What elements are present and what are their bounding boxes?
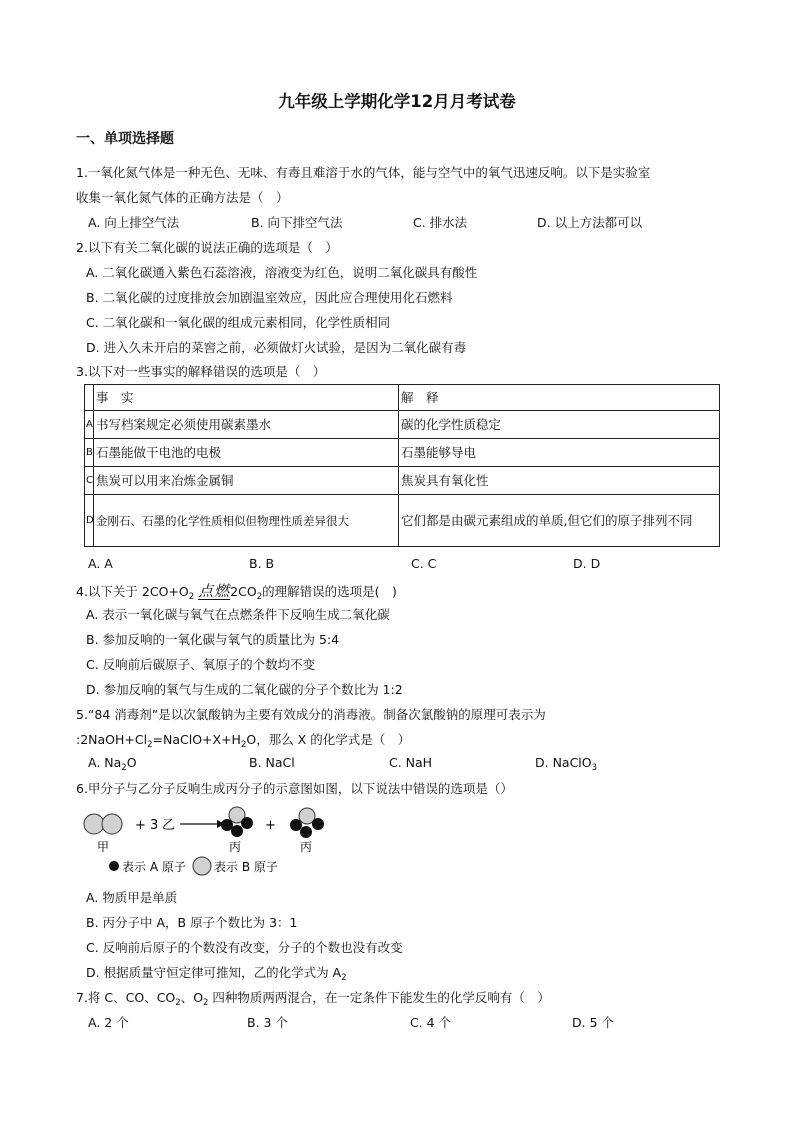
q5-option-c[interactable]: C. NaH: [389, 755, 433, 770]
q7-option-b[interactable]: B. 3 个: [247, 1015, 288, 1030]
q1-option-d[interactable]: D. 以上方法都可以: [537, 215, 643, 230]
q2-stem: 2.以下有关二氧化碳的说法正确的选项是（ ）: [76, 240, 338, 255]
a-atom-dot: [221, 819, 233, 831]
q5-option-a-tail: O: [126, 755, 137, 770]
row-label: B: [85, 439, 94, 467]
subscript: 2: [121, 763, 127, 773]
q6-option-b[interactable]: B. 丙分子中 A，B 原子个数比为 3：1: [86, 915, 298, 930]
bing-label: 丙: [300, 840, 313, 854]
q6-option-a[interactable]: A. 物质甲是单质: [86, 890, 178, 905]
a-atom-dot: [300, 826, 312, 838]
q3-table: [84, 384, 720, 547]
subscript: 2: [175, 998, 181, 1008]
q5-option-a[interactable]: [88, 755, 137, 773]
q3-option-d[interactable]: D. D: [573, 556, 601, 571]
row-label: C: [85, 467, 94, 495]
legend-a: 表示 A 原子: [122, 860, 186, 874]
table-row: [85, 411, 720, 439]
coefficient: 3: [150, 818, 159, 833]
q2-option-c[interactable]: C. 二氧化碳和一氧化碳的组成元素相同，化学性质相同: [86, 315, 391, 330]
q2-option-b[interactable]: B. 二氧化碳的过度排放会加剧温室效应，因此应合理使用化石燃料: [86, 290, 453, 305]
q7-stem-b: 、O: [180, 990, 204, 1005]
plus-sign: +: [265, 818, 276, 833]
subscript: 2: [341, 973, 347, 983]
subscript: 3: [591, 763, 598, 773]
table-row: [85, 467, 720, 495]
subscript: 2: [203, 998, 209, 1008]
q7-option-d[interactable]: D. 5 个: [572, 1015, 614, 1030]
q5-option-b[interactable]: B. NaCl: [249, 755, 295, 770]
q3-stem: 3.以下对一些事实的解释错误的选项是（ ）: [76, 364, 326, 379]
page-title: 九年级上学期化学12月月考试卷: [278, 92, 516, 111]
row-fact: 焦炭可以用来冶炼金属铜: [94, 467, 399, 495]
q5-stem-line2: [76, 730, 410, 748]
q1-option-c[interactable]: C. 排水法: [413, 215, 468, 230]
reaction-condition: 点燃: [198, 582, 231, 600]
q5-option-d-text: D. NaClO: [535, 755, 592, 770]
q5-option-a-text: A. Na: [88, 755, 122, 770]
row-label: A: [85, 411, 94, 439]
q4-option-d[interactable]: D. 参加反响的氧气与生成的二氧化碳的分子个数比为 1:2: [86, 682, 403, 697]
a-atom-dot: [312, 818, 324, 830]
q4-stem-mid: 2CO: [230, 584, 257, 599]
row-fact: 石墨能做干电池的电极: [94, 439, 399, 467]
table-row: [85, 439, 720, 467]
q1-option-b[interactable]: B. 向下排空气法: [251, 215, 343, 230]
q4-option-a[interactable]: A. 表示一氧化碳与氧气在点燃条件下反响生成二氧化碳: [86, 607, 390, 622]
subscript: 2: [188, 592, 195, 602]
q4-stem: [76, 580, 397, 601]
q6-stem: 6.甲分子与乙分子反响生成丙分子的示意图如图，以下说法中错误的选项是（）: [76, 781, 513, 796]
molecule-diagram: [80, 804, 340, 876]
subscript: 2: [256, 592, 263, 602]
yi-label: 乙: [162, 818, 176, 833]
section-heading: 一、单项选择题: [76, 131, 174, 147]
q1-stem-line1: 1.一氧化氮气体是一种无色、无味、有毒且难溶于水的气体，能与空气中的氧气迅速反响。以下是实验室: [76, 165, 651, 180]
q1-option-a[interactable]: A. 向上排空气法: [88, 215, 180, 230]
b-atom-circle: [84, 814, 104, 834]
row-explain: 它们都是由碳元素组成的单质,但它们的原子排列不同: [399, 495, 720, 547]
q6-option-c[interactable]: C. 反响前后原子的个数没有改变，分子的个数也没有改变: [86, 940, 403, 955]
q4-option-c[interactable]: C. 反响前后碳原子、氧原子的个数均不变: [86, 657, 316, 672]
q5-option-d[interactable]: [535, 755, 598, 773]
row-explain: 焦炭具有氧化性: [399, 467, 720, 495]
row-label: D: [85, 495, 94, 547]
q2-option-d[interactable]: D. 进入久未开启的菜窖之前，必须做灯火试验，是因为二氧化碳有毒: [86, 340, 467, 355]
legend-b: 表示 B 原子: [214, 860, 278, 874]
a-atom-dot: [241, 817, 253, 829]
a-atom-dot: [109, 861, 119, 871]
q3-option-b[interactable]: B. B: [249, 556, 275, 571]
table-row: [85, 495, 720, 547]
q6-option-d-text: D. 根据质量守恒定律可推知，乙的化学式为 A: [86, 965, 342, 980]
table-header-fact: 事 实: [94, 385, 399, 411]
b-atom-circle: [102, 814, 122, 834]
q5-eq-c: O，那么 X 的化学式是（ ）: [246, 732, 411, 747]
bing-label: 丙: [229, 840, 242, 854]
jia-label: 甲: [97, 840, 110, 854]
q2-option-a[interactable]: A. 二氧化碳通入紫色石蕊溶液，溶液变为红色，说明二氧化碳具有酸性: [86, 265, 478, 280]
a-atom-dot: [231, 825, 243, 837]
q3-option-c[interactable]: C. C: [411, 556, 437, 571]
q4-stem-suffix: 的理解错误的选项是( ): [262, 584, 397, 599]
row-explain: 石墨能够导电: [399, 439, 720, 467]
q7-stem-a: 7.将 C、CO、CO: [76, 990, 176, 1005]
q5-eq-b: =NaClO+X+H: [152, 732, 241, 747]
q3-option-a[interactable]: A. A: [88, 556, 113, 571]
row-fact: 书写档案规定必须使用碳素墨水: [94, 411, 399, 439]
q4-stem-prefix: 4.以下关于 2CO+O: [76, 584, 189, 599]
table-header-row: [85, 385, 720, 411]
a-atom-dot: [290, 819, 302, 831]
q4-option-b[interactable]: B. 参加反响的一氧化碳与氧气的质量比为 5:4: [86, 632, 340, 647]
subscript: 2: [147, 740, 153, 750]
q7-option-a[interactable]: A. 2 个: [88, 1015, 129, 1030]
table-cell: [85, 385, 94, 411]
row-fact: 金刚石、石墨的化学性质相似但物理性质差异很大: [94, 495, 399, 547]
q7-option-c[interactable]: C. 4 个: [410, 1015, 452, 1030]
q7-stem-c: 四种物质两两混合，在一定条件下能发生的化学反响有（ ）: [208, 990, 550, 1005]
q1-stem-line2: 收集一氧化氮气体的正确方法是（ ）: [76, 190, 289, 205]
q7-stem: [76, 988, 550, 1006]
subscript: 2: [240, 740, 247, 750]
table-header-explain: 解 释: [399, 385, 720, 411]
q5-eq-a: :2NaOH+Cl: [76, 732, 148, 747]
plus-sign: +: [135, 818, 146, 833]
q5-stem-line1: 5.“84 消毒剂”是以次氯酸钠为主要有效成分的消毒液。制备次氯酸钠的原理可表示为: [76, 707, 546, 722]
q6-option-d[interactable]: [86, 963, 347, 981]
b-atom-circle: [193, 857, 211, 875]
row-explain: 碳的化学性质稳定: [399, 411, 720, 439]
